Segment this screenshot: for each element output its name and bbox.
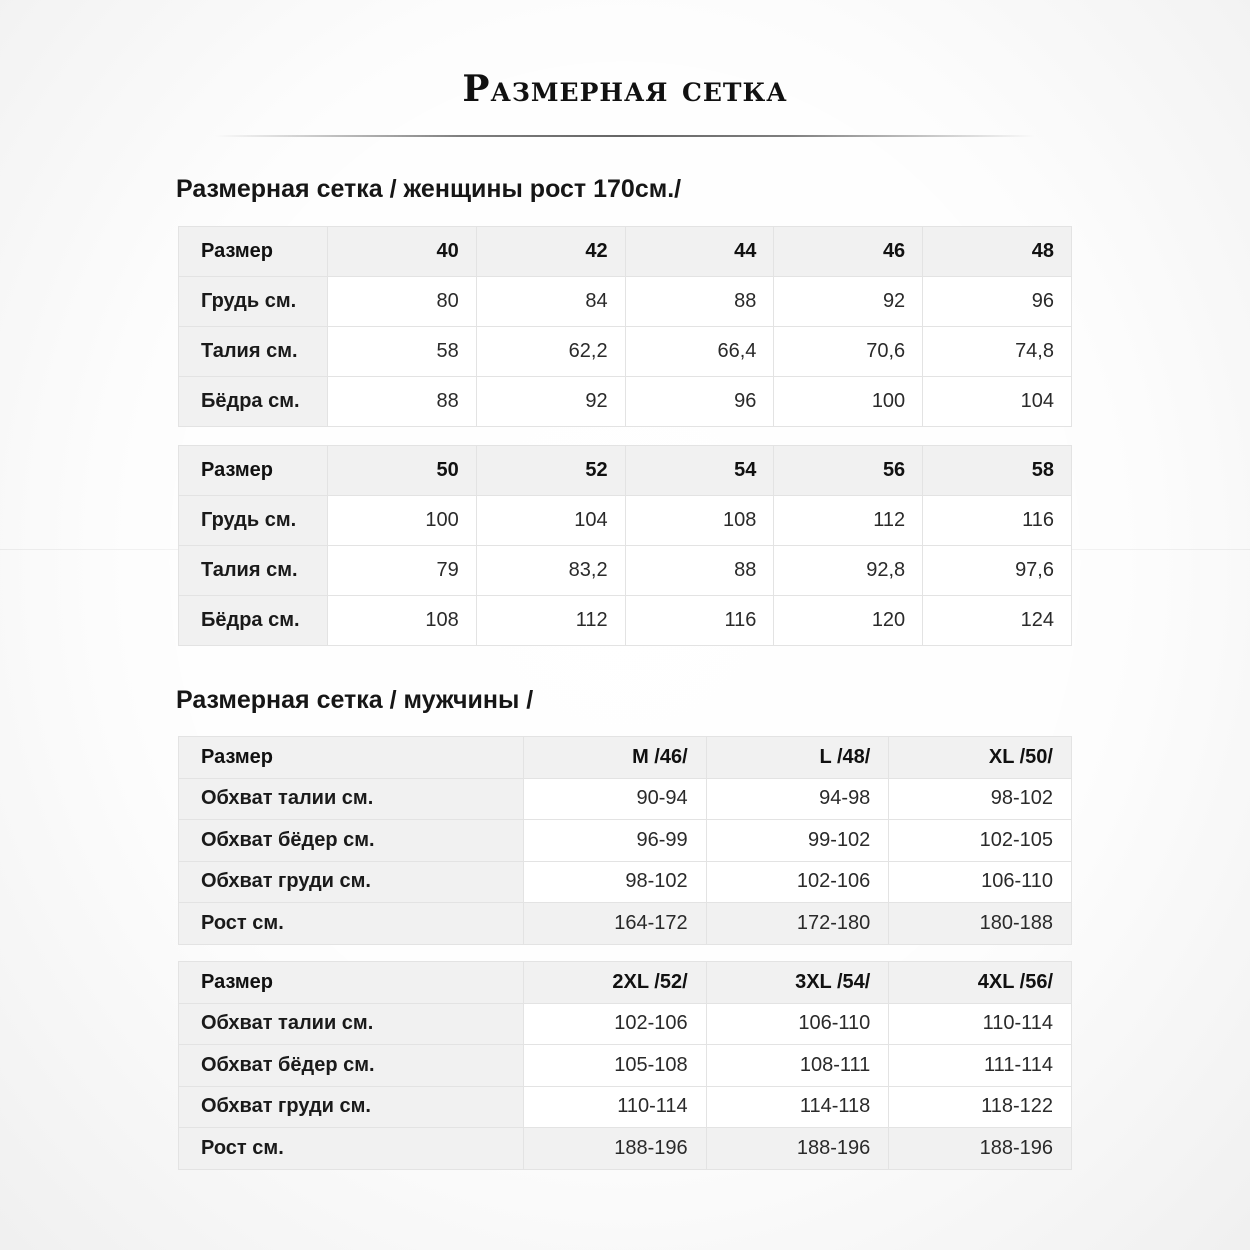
- table-cell: 108: [625, 496, 774, 546]
- table-row: [179, 1045, 1072, 1087]
- table-cell: 180-188: [889, 903, 1072, 945]
- table-cell: 92: [774, 277, 923, 327]
- table-cell: 56: [774, 446, 923, 496]
- table-cell: Талия см.: [179, 327, 328, 377]
- table-cell: 106-110: [889, 861, 1072, 903]
- table-cell: 42: [476, 227, 625, 277]
- table-cell: 96: [923, 277, 1072, 327]
- table-cell: 105-108: [524, 1045, 707, 1087]
- table-cell: 2XL /52/: [524, 962, 707, 1004]
- table-cell: Обхват бёдер см.: [179, 820, 524, 862]
- table-cell: 96-99: [524, 820, 707, 862]
- table-cell: 83,2: [476, 546, 625, 596]
- table-cell: 164-172: [524, 903, 707, 945]
- table-cell: Размер: [179, 446, 328, 496]
- table-row: [179, 327, 1072, 377]
- table-cell: 104: [923, 377, 1072, 427]
- table-cell: 102-105: [889, 820, 1072, 862]
- table-row: [179, 778, 1072, 820]
- table-cell: 48: [923, 227, 1072, 277]
- table-cell: 100: [774, 377, 923, 427]
- table-row: [179, 861, 1072, 903]
- table-header-row: [179, 446, 1072, 496]
- table-cell: 111-114: [889, 1045, 1072, 1087]
- table-cell: 79: [328, 546, 477, 596]
- table-cell: Размер: [179, 962, 524, 1004]
- table-header-row: [179, 737, 1072, 779]
- table-cell: 70,6: [774, 327, 923, 377]
- men-size-table-2: [178, 961, 1072, 1170]
- table-row: [179, 1128, 1072, 1170]
- table-row: [179, 277, 1072, 327]
- table-cell: Обхват груди см.: [179, 861, 524, 903]
- women-size-table-2: [178, 445, 1072, 646]
- table-cell: 124: [923, 596, 1072, 646]
- table-cell: 92,8: [774, 546, 923, 596]
- table-cell: 99-102: [706, 820, 889, 862]
- table-row: [179, 596, 1072, 646]
- table-cell: 102-106: [524, 1003, 707, 1045]
- table-cell: XL /50/: [889, 737, 1072, 779]
- table-cell: 50: [328, 446, 477, 496]
- table-cell: 3XL /54/: [706, 962, 889, 1004]
- table-cell: 92: [476, 377, 625, 427]
- table-cell: 4XL /56/: [889, 962, 1072, 1004]
- table-cell: Размер: [179, 227, 328, 277]
- table-cell: 188-196: [524, 1128, 707, 1170]
- table-cell: Обхват груди см.: [179, 1086, 524, 1128]
- table-cell: Обхват талии см.: [179, 778, 524, 820]
- table-cell: 54: [625, 446, 774, 496]
- table-cell: Обхват талии см.: [179, 1003, 524, 1045]
- men-size-table-1: [178, 736, 1072, 945]
- table-cell: 84: [476, 277, 625, 327]
- table-cell: 108-111: [706, 1045, 889, 1087]
- table-cell: 98-102: [524, 861, 707, 903]
- table-row: [179, 1003, 1072, 1045]
- table-cell: L /48/: [706, 737, 889, 779]
- table-cell: 188-196: [706, 1128, 889, 1170]
- table-cell: 102-106: [706, 861, 889, 903]
- table-cell: 108: [328, 596, 477, 646]
- women-size-table-1: [178, 226, 1072, 427]
- table-cell: 112: [774, 496, 923, 546]
- table-header-row: [179, 227, 1072, 277]
- table-cell: Размер: [179, 737, 524, 779]
- table-cell: 112: [476, 596, 625, 646]
- table-cell: 88: [328, 377, 477, 427]
- table-cell: M /46/: [524, 737, 707, 779]
- table-cell: 52: [476, 446, 625, 496]
- table-cell: 98-102: [889, 778, 1072, 820]
- women-section-title: Размерная сетка / женщины рост 170см./: [176, 175, 682, 203]
- table-cell: 88: [625, 277, 774, 327]
- table-row: [179, 1086, 1072, 1128]
- table-cell: Бёдра см.: [179, 596, 328, 646]
- table-cell: 88: [625, 546, 774, 596]
- table-cell: 62,2: [476, 327, 625, 377]
- table-row: [179, 496, 1072, 546]
- table-row: [179, 377, 1072, 427]
- table-cell: 46: [774, 227, 923, 277]
- table-cell: 44: [625, 227, 774, 277]
- table-cell: 58: [923, 446, 1072, 496]
- table-cell: Грудь см.: [179, 496, 328, 546]
- table-cell: Талия см.: [179, 546, 328, 596]
- table-cell: 94-98: [706, 778, 889, 820]
- table-cell: 100: [328, 496, 477, 546]
- table-cell: 40: [328, 227, 477, 277]
- table-cell: 90-94: [524, 778, 707, 820]
- table-cell: 110-114: [889, 1003, 1072, 1045]
- table-cell: 116: [625, 596, 774, 646]
- table-cell: Рост см.: [179, 1128, 524, 1170]
- table-cell: 118-122: [889, 1086, 1072, 1128]
- table-cell: 110-114: [524, 1086, 707, 1128]
- table-row: [179, 546, 1072, 596]
- table-cell: Бёдра см.: [179, 377, 328, 427]
- table-cell: 80: [328, 277, 477, 327]
- table-cell: Рост см.: [179, 903, 524, 945]
- table-header-row: [179, 962, 1072, 1004]
- table-cell: 114-118: [706, 1086, 889, 1128]
- table-cell: Обхват бёдер см.: [179, 1045, 524, 1087]
- men-section-title: Размерная сетка / мужчины /: [176, 686, 534, 714]
- table-cell: 104: [476, 496, 625, 546]
- table-cell: 66,4: [625, 327, 774, 377]
- table-cell: Грудь см.: [179, 277, 328, 327]
- table-cell: 97,6: [923, 546, 1072, 596]
- table-cell: 116: [923, 496, 1072, 546]
- table-cell: 188-196: [889, 1128, 1072, 1170]
- title-divider: [215, 135, 1035, 137]
- table-cell: 58: [328, 327, 477, 377]
- table-cell: 120: [774, 596, 923, 646]
- table-row: [179, 820, 1072, 862]
- table-cell: 96: [625, 377, 774, 427]
- table-cell: 172-180: [706, 903, 889, 945]
- page-title: Размерная сетка: [462, 68, 788, 110]
- table-cell: 106-110: [706, 1003, 889, 1045]
- table-row: [179, 903, 1072, 945]
- table-cell: 74,8: [923, 327, 1072, 377]
